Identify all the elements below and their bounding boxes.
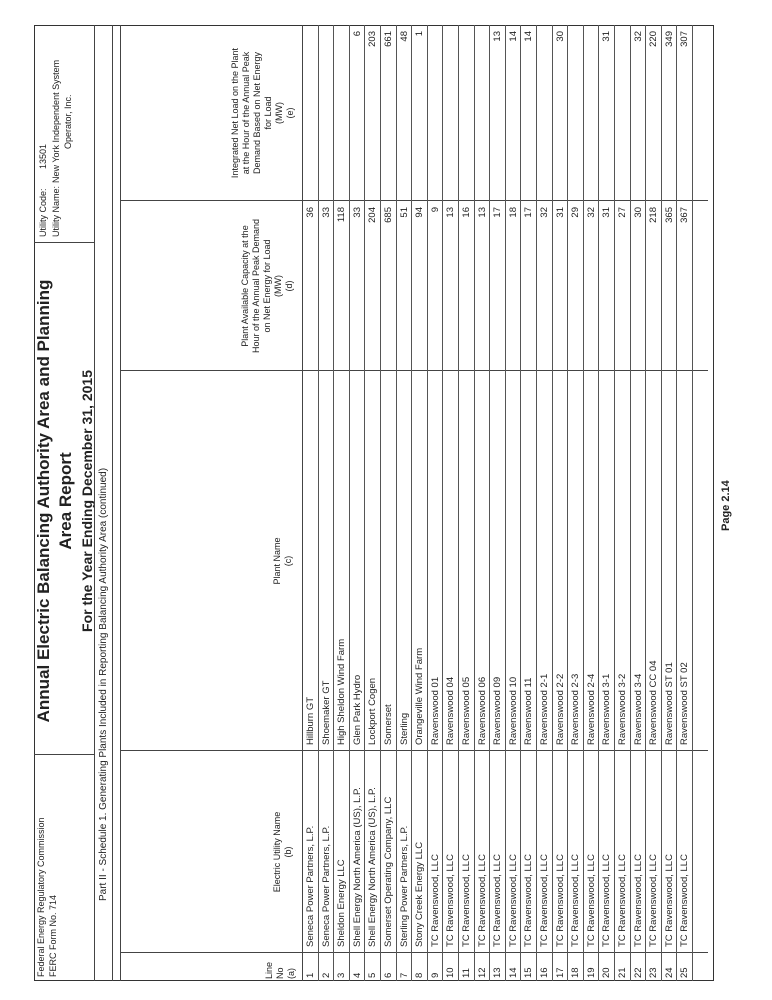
utility-name: Shell Energy North America (US), L.P. (367, 787, 379, 947)
table-row (364, 25, 380, 981)
line-number: 20 (601, 967, 613, 978)
line-number: 13 (492, 967, 504, 978)
utility-name-line1: New York Independent System (51, 59, 61, 183)
utility-name: TC Ravenswood, LLC (492, 854, 504, 947)
report-title-line1: Annual Electric Balancing Authority Area and Planning (34, 279, 53, 723)
available-capacity: 29 (570, 207, 582, 218)
table-row (458, 25, 474, 981)
plant-name: High Sheldon Wind Farm (336, 638, 348, 745)
available-capacity: 27 (617, 207, 628, 218)
line-number: 25 (679, 967, 691, 978)
schedule-title: Part II - Schedule 1. Generating Plants Included in Reporting Balancing Authority Area (continued) (98, 467, 109, 901)
plant-name: Ravenswood 2-3 (570, 673, 582, 745)
available-capacity: 16 (461, 207, 472, 218)
plant-name: Ravenswood 2-2 (554, 673, 566, 745)
utility-name: TC Ravenswood, LLC (663, 854, 675, 947)
available-capacity: 118 (336, 207, 348, 223)
form-sheet (34, 25, 732, 981)
utility-name: Seneca Power Partners, L.P. (320, 825, 332, 947)
available-capacity: 30 (632, 207, 644, 218)
plant-name: Glen Park Hydro (351, 674, 363, 745)
available-capacity: 365 (663, 207, 675, 223)
row-divider (692, 25, 693, 981)
line-number: 18 (570, 967, 582, 978)
available-capacity: 33 (320, 207, 332, 218)
available-capacity: 51 (398, 207, 410, 218)
available-capacity: 18 (507, 207, 519, 218)
table-row (567, 25, 583, 981)
table-row (598, 25, 614, 981)
plant-name: Shoemaker GT (320, 680, 332, 745)
utility-name: TC Ravenswood, LLC (617, 854, 628, 947)
form-number: FERC Form No. 714 (48, 894, 58, 977)
plant-name: Ravenswood ST 01 (663, 662, 675, 745)
line-number: 14 (507, 967, 519, 978)
line-number: 10 (445, 967, 457, 978)
utility-name: TC Ravenswood, LLC (539, 854, 550, 947)
table-row (411, 25, 427, 981)
col-d-header: Plant Available Capacity at the Hour of the Annual Peak Demand on Net Energy for Load (MW) (d) (240, 218, 294, 354)
net-load: 203 (367, 31, 379, 47)
line-number: 23 (648, 967, 660, 978)
net-load: 48 (398, 31, 410, 42)
plant-name: Sterling (398, 712, 410, 745)
plant-name: Ravenswood 3-2 (617, 673, 628, 745)
plant-name: Ravenswood 3-1 (601, 673, 613, 745)
available-capacity: 13 (445, 207, 457, 218)
net-load: 32 (632, 31, 644, 42)
col-b-header: Electric Utility Name (b) (272, 811, 293, 893)
table-row (583, 25, 599, 981)
utility-name: Sterling Power Partners, L.P. (398, 825, 410, 947)
plant-name: Ravenswood 2-4 (585, 673, 597, 745)
utility-code-label: Utility Code: (38, 188, 48, 237)
agency-name: Federal Energy Regulatory Commission (36, 817, 46, 977)
available-capacity: 33 (351, 207, 363, 218)
utility-code: 13501 (38, 143, 48, 169)
table-row (318, 25, 334, 981)
utility-name: TC Ravenswood, LLC (632, 854, 644, 947)
line-number: 16 (539, 967, 550, 978)
line-number: 8 (414, 972, 426, 978)
utility-name: TC Ravenswood, LLC (679, 854, 691, 947)
available-capacity: 94 (414, 207, 426, 218)
line-number: 24 (663, 967, 675, 978)
net-load: 31 (601, 31, 613, 42)
utility-name: TC Ravenswood, LLC (523, 854, 535, 947)
line-number: 21 (617, 967, 628, 978)
col-a-header: Line No (a) (264, 961, 296, 979)
plant-name: Ravenswood 05 (461, 676, 472, 745)
utility-name: TC Ravenswood, LLC (476, 854, 488, 947)
net-load: 30 (554, 31, 566, 42)
plant-name: Ravenswood ST 02 (679, 662, 691, 745)
available-capacity: 32 (585, 207, 597, 218)
plant-name: Ravenswood 11 (523, 677, 535, 745)
net-load: 6 (351, 31, 363, 37)
table-row (489, 25, 505, 981)
net-load: 661 (383, 31, 394, 47)
line-number: 15 (523, 967, 535, 978)
available-capacity: 32 (539, 207, 550, 218)
line-number: 11 (461, 968, 472, 978)
utility-name: TC Ravenswood, LLC (648, 854, 660, 947)
plant-name: Lockport Cogen (367, 677, 379, 745)
table-row (661, 25, 677, 981)
available-capacity: 9 (429, 207, 441, 213)
available-capacity: 36 (305, 207, 316, 218)
available-capacity: 218 (648, 207, 660, 223)
available-capacity: 31 (601, 207, 613, 218)
net-load: 349 (663, 31, 675, 47)
plant-name: Ravenswood 3-4 (632, 673, 644, 745)
table-row (552, 25, 568, 981)
plant-name: Ravenswood 2-1 (539, 673, 550, 745)
utility-name-label: Utility Name: (51, 185, 61, 237)
line-number: 1 (305, 972, 316, 978)
available-capacity: 31 (554, 207, 566, 218)
plant-name: Hillburn GT (305, 696, 316, 745)
table-row (333, 25, 349, 981)
line-number: 6 (383, 972, 394, 978)
table-row (474, 25, 490, 981)
utility-name: TC Ravenswood, LLC (601, 854, 613, 947)
plant-name: Ravenswood 06 (476, 676, 488, 745)
table-row (614, 25, 630, 981)
table-row (676, 25, 692, 981)
table-row (520, 25, 536, 981)
line-number: 7 (398, 972, 410, 978)
available-capacity: 204 (367, 207, 379, 223)
table-row (442, 25, 458, 981)
available-capacity: 367 (679, 207, 691, 223)
utility-name: Stony Creek Energy LLC (414, 841, 426, 947)
page-number: Page 2.14 (720, 480, 732, 531)
net-load: 14 (507, 31, 519, 42)
utility-name: TC Ravenswood, LLC (445, 854, 457, 947)
net-load: 307 (679, 31, 691, 47)
col-e-header: Integrated Net Load on the Plant at the Hour of the Annual Peak Demand Based on Net Energy for Load (MW) (e) (230, 47, 295, 179)
line-number: 2 (320, 972, 332, 978)
plant-name: Somerset (383, 704, 394, 745)
plant-name: Ravenswood 04 (445, 676, 457, 745)
available-capacity: 13 (476, 207, 488, 218)
table-row (302, 25, 318, 981)
plant-name: Orangeville Wind Farm (414, 647, 426, 745)
utility-name: TC Ravenswood, LLC (507, 854, 519, 947)
line-number: 19 (585, 967, 597, 978)
line-number: 5 (367, 972, 379, 978)
utility-name: TC Ravenswood, LLC (585, 854, 597, 947)
line-number: 9 (429, 972, 441, 978)
report-title-line3: For the Year Ending December 31, 2015 (79, 370, 95, 632)
plant-name: Ravenswood 01 (429, 676, 441, 745)
utility-name: Shell Energy North America (US), L.P. (351, 787, 363, 947)
net-load: 13 (492, 31, 504, 42)
utility-name: Somerset Operating Company, LLC (383, 796, 394, 947)
plant-name: Ravenswood CC 04 (648, 660, 660, 745)
table-row (505, 25, 521, 981)
utility-name: TC Ravenswood, LLC (461, 854, 472, 947)
line-number: 12 (476, 967, 488, 978)
utility-name: TC Ravenswood, LLC (570, 854, 582, 947)
table-row (630, 25, 646, 981)
report-title-line2: Area Report (56, 452, 75, 550)
line-number: 3 (336, 972, 348, 978)
table-row (349, 25, 365, 981)
table-row (380, 25, 396, 981)
available-capacity: 685 (383, 207, 394, 223)
table-row (645, 25, 661, 981)
utility-name: TC Ravenswood, LLC (429, 854, 441, 947)
table-row (427, 25, 443, 981)
net-load: 220 (648, 31, 660, 47)
line-number: 17 (554, 967, 566, 978)
line-number: 22 (632, 967, 644, 978)
table-row (396, 25, 412, 981)
net-load: 1 (414, 31, 426, 37)
available-capacity: 17 (492, 207, 504, 218)
utility-name: TC Ravenswood, LLC (554, 854, 566, 947)
utility-name: Sheldon Energy LLC (336, 859, 348, 947)
table-row (536, 25, 552, 981)
utility-name: Seneca Power Partners, L.P. (305, 825, 316, 947)
plant-name: Ravenswood 09 (492, 676, 504, 745)
plant-name: Ravenswood 10 (507, 676, 519, 745)
utility-name-line2: Operator, Inc. (63, 94, 73, 149)
net-load: 14 (523, 31, 535, 42)
available-capacity: 17 (523, 207, 535, 218)
line-number: 4 (351, 972, 363, 978)
col-c-header: Plant Name (c) (272, 537, 293, 585)
